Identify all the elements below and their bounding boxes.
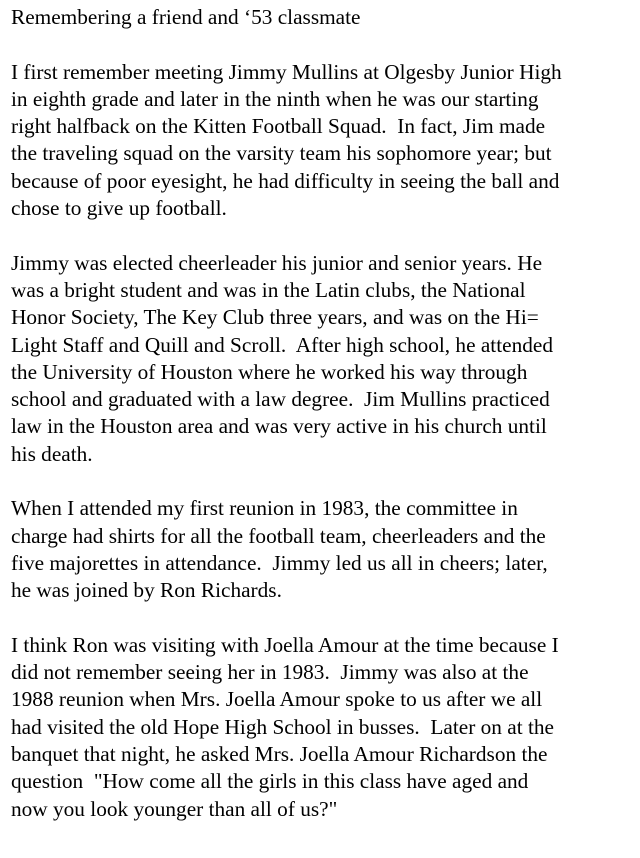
paragraph-line: Jimmy was elected cheerleader his junior and senior years. He [11, 250, 543, 275]
paragraph-2 [11, 250, 635, 468]
paragraph-line: chose to give up football. [11, 196, 227, 221]
paragraph-line: school and graduated with a law degree. Jim Mullins practiced [11, 387, 550, 412]
paragraph-line: the traveling squad on the varsity team his sophomore year; but [11, 141, 552, 166]
paragraph-line: banquet that night, he asked Mrs. Joella Amour Richardson the [11, 742, 548, 767]
paragraph-line: in eighth grade and later in the ninth when he was our starting [11, 86, 539, 111]
paragraph-1 [11, 59, 635, 223]
paragraph-line: the University of Houston where he worked his way through [11, 359, 528, 384]
document-title: Remembering a friend and ‘53 classmate [11, 5, 361, 29]
paragraph-line: Honor Society, The Key Club three years, and was on the Hi= [11, 305, 539, 330]
paragraph-line: 1988 reunion when Mrs. Joella Amour spoke to us after we all [11, 687, 543, 712]
paragraph-line: Light Staff and Quill and Scroll. After high school, he attended [11, 332, 553, 357]
paragraph-line: I think Ron was visiting with Joella Amour at the time because I [11, 632, 559, 657]
paragraph-line: right halfback on the Kitten Football Squad. In fact, Jim made [11, 114, 546, 139]
paragraph-line: he was joined by Ron Richards. [11, 578, 282, 603]
paragraph-line: now you look younger than all of us?" [11, 796, 338, 821]
paragraph-line: had visited the old Hope High School in busses. Later on at the [11, 714, 554, 739]
paragraph-line: five majorettes in attendance. Jimmy led us all in cheers; later, [11, 550, 548, 575]
paragraph-4 [11, 632, 635, 823]
paragraph-3 [11, 495, 635, 604]
paragraph-line: When I attended my first reunion in 1983, the committee in [11, 496, 518, 521]
paragraph-line: question "How come all the girls in this class have aged and [11, 769, 529, 794]
paragraph-line: law in the Houston area and was very active in his church until [11, 414, 547, 439]
paragraph-line: was a bright student and was in the Latin clubs, the National [11, 277, 526, 302]
paragraph-line: his death. [11, 441, 93, 466]
paragraph-line: because of poor eyesight, he had difficulty in seeing the ball and [11, 168, 560, 193]
document-page [11, 4, 635, 850]
paragraph-line: I first remember meeting Jimmy Mullins at Olgesby Junior High [11, 59, 562, 84]
paragraph-line: did not remember seeing her in 1983. Jimmy was also at the [11, 660, 529, 685]
paragraph-line: charge had shirts for all the football team, cheerleaders and the [11, 523, 546, 548]
